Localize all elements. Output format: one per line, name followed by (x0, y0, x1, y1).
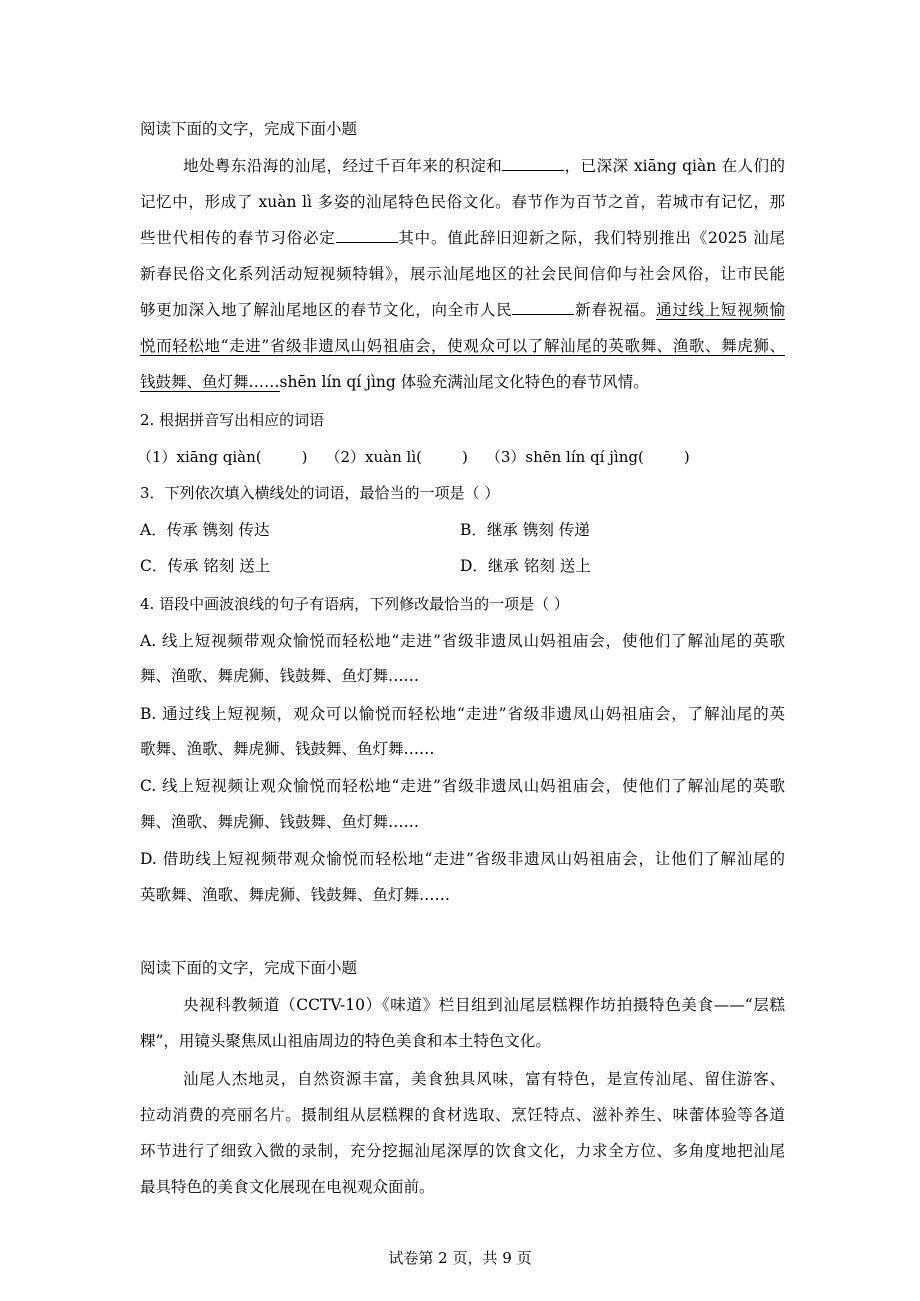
q2-items: （1）xiāng qiàn( ) （2）xuàn lì( ) （3）shēn lín qí jìng( ) (137, 448, 690, 466)
section2-instruction: 阅读下面的文字，完成下面小题 (140, 959, 358, 977)
q4-option-a-cont: 舞、渔歌、舞虎狮、钱鼓舞、鱼灯舞…… (140, 667, 420, 685)
para2-line-4: 最具特色的美食文化展现在电视观众面前。 (140, 1178, 435, 1196)
answer-blank-3 (512, 299, 574, 315)
para2-line-2: 拉动消费的亮丽名片。摄制组从层糕粿的食材选取、烹饪特点、滋补养生、味蕾体验等各道 (140, 1106, 785, 1124)
passage-line-2: 记忆中，形成了 xuàn lì 多姿的汕尾特色民俗文化。春节作为百节之首，若城市有记忆，那 (140, 193, 785, 211)
para1-line-1: 央视科教频道（CCTV-10）《味道》栏目组到汕尾层糕粿作坊拍摄特色美食——“层糕 (183, 996, 785, 1014)
q3-option-b[interactable]: B．继承 镌刻 传递 (460, 521, 590, 539)
wavy-underlined-sentence-end: 钱鼓舞、鱼灯舞…… (140, 373, 280, 391)
q4-option-c-cont: 舞、渔歌、舞虎狮、钱鼓舞、鱼灯舞…… (140, 813, 420, 831)
q4-stem: 4. 语段中画波浪线的句子有语病，下列修改最恰当的一项是（ ） (140, 595, 569, 613)
q2-stem: 2. 根据拼音写出相应的词语 (140, 411, 325, 429)
q4-option-d-cont: 英歌舞、渔歌、舞虎狮、钱鼓舞、鱼灯舞…… (140, 886, 451, 904)
answer-blank-1 (502, 155, 564, 171)
q4-option-d[interactable]: D. 借助线上短视频带观众愉悦而轻松地“走进”省级非遗凤山妈祖庙会，让他们了解汕尾的 (140, 850, 785, 868)
passage-line-1: 地处粤东沿海的汕尾，经过千百年来的积淀和 ，已深深 xiāng qiàn 在人们的 (183, 157, 785, 175)
q4-option-b-cont: 歌舞、渔歌、舞虎狮、钱鼓舞、鱼灯舞…… (140, 740, 435, 758)
q4-option-b[interactable]: B. 通过线上短视频，观众可以愉悦而轻松地“走进”省级非遗凤山妈祖庙会，了解汕尾的英 (140, 705, 785, 723)
passage-line-6 (140, 335, 785, 357)
q4-option-c[interactable]: C. 线上短视频让观众愉悦而轻松地“走进”省级非遗凤山妈祖庙会，使他们了解汕尾的英歌 (140, 777, 785, 795)
q3-option-c[interactable]: C．传承 铭刻 送上 (140, 557, 271, 575)
para1-line-2: 粿”，用镜头聚焦凤山祖庙周边的特色美食和本土特色文化。 (140, 1032, 551, 1050)
q3-option-a[interactable]: A．传承 镌刻 传达 (140, 521, 270, 539)
wavy-underlined-sentence: 通过线上短视频愉 (656, 301, 785, 319)
passage-line-4: 新春民俗文化系列活动短视频特辑》，展示汕尾地区的社会民间信仰与社会风俗，让市民能 (140, 265, 785, 283)
passage-line-5: 够更加深入地了解汕尾地区的春节文化，向全市人民 新春祝福。通过线上短视频愉 (140, 301, 785, 319)
passage-line-3: 些世代相传的春节习俗必定 其中。值此辞旧迎新之际，我们特别推出《2025 汕尾 (140, 229, 785, 247)
q3-stem: 3．下列依次填入横线处的词语，最恰当的一项是（ ） (140, 484, 500, 502)
para2-line-3: 环节进行了细致入微的录制，充分挖掘汕尾深厚的饮食文化，力求全方位、多角度地把汕尾 (140, 1142, 785, 1160)
answer-blank-2 (336, 227, 398, 243)
passage-line-7: 钱鼓舞、鱼灯舞……shēn lín qí jìng 体验充满汕尾文化特色的春节风情。 (140, 373, 649, 391)
q4-option-a[interactable]: A. 线上短视频带观众愉悦而轻松地“走进”省级非遗凤山妈祖庙会，使他们了解汕尾的英歌 (140, 632, 785, 650)
para2-line-1: 汕尾人杰地灵，自然资源丰富，美食独具风味，富有特色，是宣传汕尾、留住游客、 (183, 1070, 785, 1088)
page-footer: 试卷第 2 页，共 9 页 (388, 1249, 532, 1267)
section1-instruction: 阅读下面的文字，完成下面小题 (140, 120, 358, 138)
q3-option-d[interactable]: D．继承 铭刻 送上 (460, 557, 591, 575)
wavy-underlined-sentence-cont: 悦而轻松地“走进”省级非遗凤山妈祖庙会，使观众可以了解汕尾的英歌舞、渔歌、舞虎狮、 (140, 337, 785, 355)
